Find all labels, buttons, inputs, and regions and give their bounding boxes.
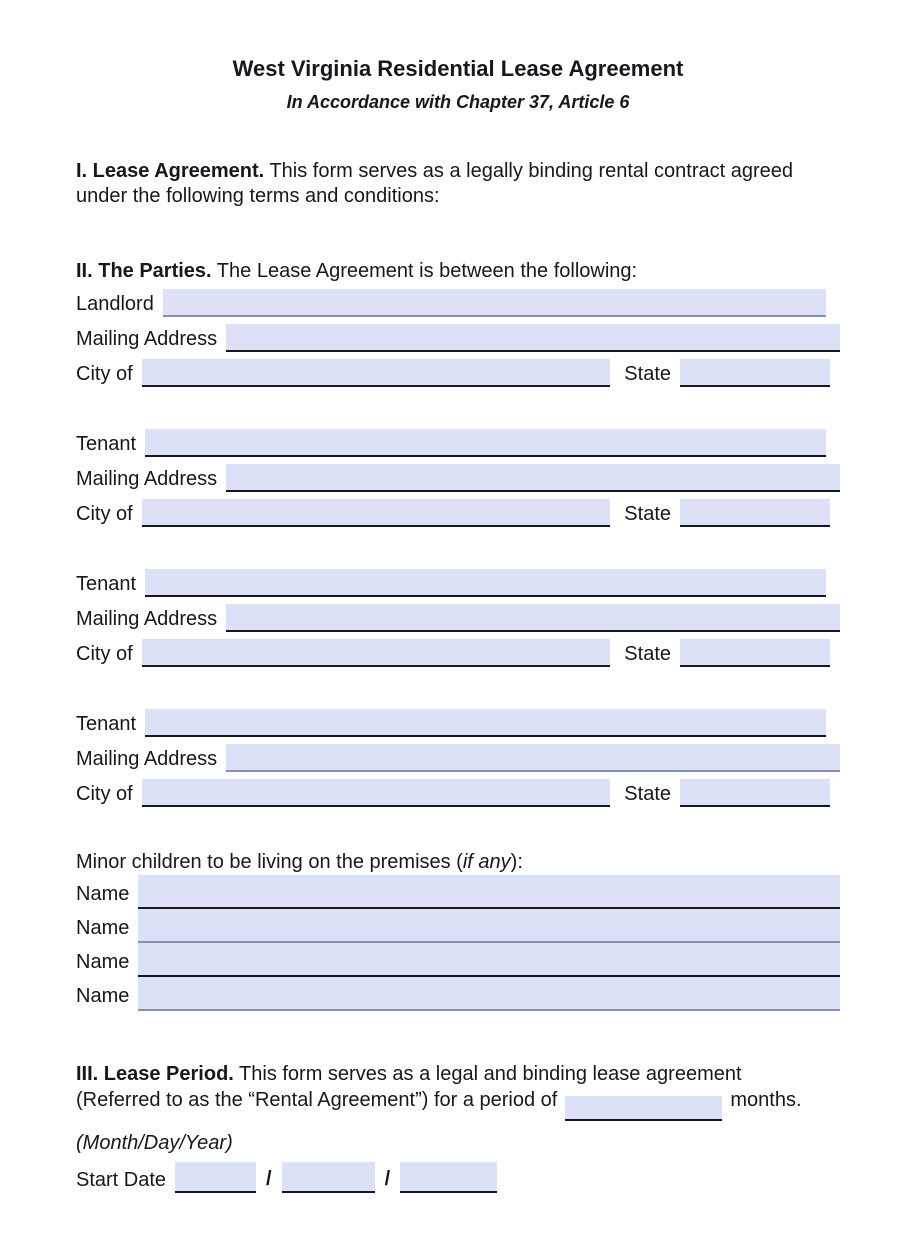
- section1-heading: I. Lease Agreement.: [76, 160, 265, 182]
- tenant2-state-input[interactable]: [680, 639, 830, 667]
- mailing-address-label: Mailing Address: [76, 468, 218, 490]
- section3-paragraph: [76, 1061, 840, 1121]
- city-label: City of: [76, 643, 133, 665]
- section2-heading: II. The Parties. The Lease Agreement is between the following:: [76, 260, 638, 282]
- section1-paragraph: [76, 159, 840, 209]
- child-name-input-3[interactable]: [138, 943, 840, 977]
- tenant2-city-state-row: [76, 639, 840, 667]
- date-format-note: (Month/Day/Year): [76, 1131, 233, 1154]
- state-label: State: [624, 503, 671, 525]
- tenant2-mailing-row: [76, 604, 840, 632]
- if-any-italic: if any: [462, 851, 511, 873]
- name-label: Name: [76, 917, 130, 939]
- section1-line1: I. Lease Agreement. This form serves as a legally binding rental contract agreed: [76, 160, 794, 182]
- child-name-row-3: [76, 943, 840, 977]
- page-title: West Virginia Residential Lease Agreement: [232, 56, 684, 81]
- start-date-month-input[interactable]: [175, 1162, 256, 1193]
- tenant-label: Tenant: [76, 713, 137, 735]
- name-label: Name: [76, 985, 130, 1007]
- start-date-year-input[interactable]: [400, 1162, 497, 1193]
- section3-line1: III. Lease Period. This form serves as a legal and binding lease agreement: [76, 1063, 742, 1085]
- section1-line2: under the following terms and conditions:: [76, 185, 440, 207]
- tenant2-city-input[interactable]: [142, 639, 611, 667]
- child-name-row-4: [76, 977, 840, 1011]
- tenant3-state-input[interactable]: [680, 779, 830, 807]
- city-label: City of: [76, 363, 133, 385]
- tenant3-block: [76, 709, 840, 807]
- tenant3-city-state-row: [76, 779, 840, 807]
- state-label: State: [624, 643, 671, 665]
- tenant1-name-row: [76, 429, 840, 457]
- lease-months-input[interactable]: [565, 1096, 722, 1121]
- tenant3-name-input[interactable]: [145, 709, 826, 737]
- tenant1-mailing-address-input[interactable]: [226, 464, 840, 492]
- parties-section: [76, 289, 840, 807]
- start-date-row: [76, 1162, 840, 1193]
- mailing-address-label: Mailing Address: [76, 608, 218, 630]
- name-label: Name: [76, 951, 130, 973]
- tenant2-name-input[interactable]: [145, 569, 826, 597]
- tenant1-mailing-row: [76, 464, 840, 492]
- landlord-city-state-row: [76, 359, 840, 387]
- tenant3-name-row: [76, 709, 840, 737]
- landlord-name-input[interactable]: [163, 289, 826, 317]
- section3-line2: (Referred to as the “Rental Agreement”) for a period of months.: [76, 1087, 840, 1121]
- child-name-input-4[interactable]: [138, 977, 840, 1011]
- state-label: State: [624, 363, 671, 385]
- tenant-label: Tenant: [76, 433, 137, 455]
- tenant1-name-input[interactable]: [145, 429, 826, 457]
- start-date-label: Start Date: [76, 1168, 167, 1191]
- landlord-block: [76, 289, 840, 387]
- landlord-mailing-row: [76, 324, 840, 352]
- landlord-state-input[interactable]: [680, 359, 830, 387]
- tenant2-name-row: [76, 569, 840, 597]
- minor-children-heading: Minor children to be living on the premises (if any):: [76, 851, 523, 873]
- tenant3-mailing-row: [76, 744, 840, 772]
- landlord-name-row: [76, 289, 840, 317]
- city-label: City of: [76, 503, 133, 525]
- child-name-input-1[interactable]: [138, 875, 840, 909]
- section3-heading: III. Lease Period.: [76, 1063, 234, 1085]
- landlord-city-input[interactable]: [142, 359, 611, 387]
- minor-children-list: [76, 875, 840, 1011]
- tenant3-mailing-address-input[interactable]: [226, 744, 840, 772]
- document-header: [76, 56, 840, 113]
- child-name-input-2[interactable]: [138, 909, 840, 943]
- landlord-label: Landlord: [76, 293, 154, 315]
- start-date-day-input[interactable]: [282, 1162, 375, 1193]
- tenant2-mailing-address-input[interactable]: [226, 604, 840, 632]
- state-label: State: [624, 783, 671, 805]
- mailing-address-label: Mailing Address: [76, 748, 218, 770]
- tenant3-city-input[interactable]: [142, 779, 611, 807]
- child-name-row-1: [76, 875, 840, 909]
- tenant-label: Tenant: [76, 573, 137, 595]
- tenant1-city-input[interactable]: [142, 499, 611, 527]
- landlord-mailing-address-input[interactable]: [226, 324, 840, 352]
- name-label: Name: [76, 883, 130, 905]
- tenant1-city-state-row: [76, 499, 840, 527]
- city-label: City of: [76, 783, 133, 805]
- tenant2-block: [76, 569, 840, 667]
- page-subtitle: In Accordance with Chapter 37, Article 6: [286, 92, 630, 112]
- section2-heading-bold: II. The Parties.: [76, 260, 212, 282]
- date-slash-separator: /: [266, 1167, 272, 1190]
- date-slash-separator: /: [384, 1167, 391, 1190]
- tenant1-state-input[interactable]: [680, 499, 830, 527]
- mailing-address-label: Mailing Address: [76, 328, 218, 350]
- child-name-row-2: [76, 909, 840, 943]
- tenant1-block: [76, 429, 840, 527]
